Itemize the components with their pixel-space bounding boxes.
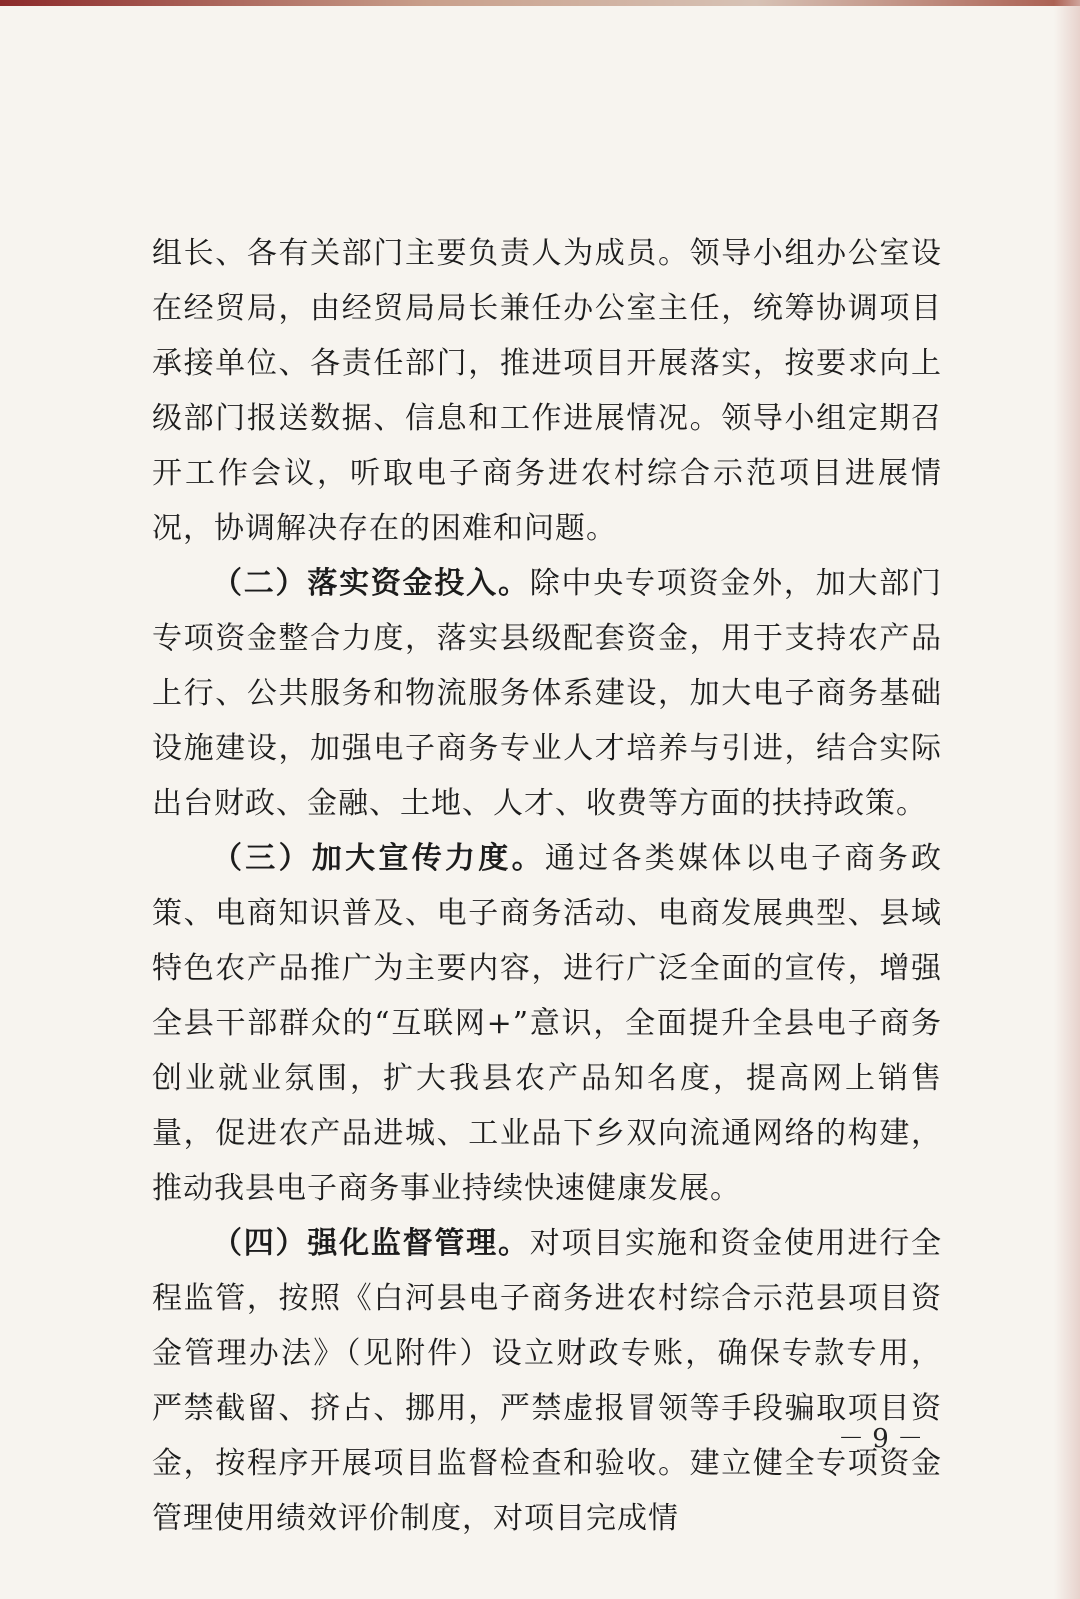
- paragraph-text: 对项目实施和资金使用进行全程监管，按照《白河县电子商务进农村综合示范县项目资金管理办法》（见附件）设立财政专账，确保专款专用，严禁截留、挤占、挪用，严禁虚报冒领等手段骗取项目资金，按程序开展项目监督检查和验收。建立健全专项资金管理使用绩效评价制度，对项目完成情: [152, 1226, 943, 1536]
- section-heading-publicity: （三）加大宣传力度。: [212, 841, 545, 876]
- paragraph-text: 组长、各有关部门主要负责人为成员。领导小组办公室设在经贸局，由经贸局局长兼任办公室主任，统筹协调项目承接单位、各责任部门，推进项目开展落实，按要求向上级部门报送数据、信息和工作进展情况。领导小组定期召开工作会议，听取电子商务进农村综合示范项目进展情况，协调解决存在的困难和问题。: [152, 236, 942, 546]
- paragraph-funding: [152, 556, 942, 831]
- section-heading-funding: （二）落实资金投入。: [212, 566, 530, 601]
- paragraph-supervision: [152, 1216, 942, 1546]
- paragraph-continuation: [152, 226, 942, 556]
- paragraph-text: 除中央专项资金外，加大部门专项资金整合力度，落实县级配套资金，用于支持农产品上行、公共服务和物流服务体系建设，加大电子商务基础设施建设，加强电子商务专业人才培养与引进，结合实际出台财政、金融、土地、人才、收费等方面的扶持政策。: [152, 566, 943, 821]
- section-heading-supervision: （四）强化监督管理。: [212, 1226, 530, 1261]
- document-body: [152, 226, 942, 1546]
- paragraph-publicity: [152, 831, 942, 1216]
- paragraph-text: 通过各类媒体以电子商务政策、电商知识普及、电子商务活动、电商发展典型、县域特色农产品推广为主要内容，进行广泛全面的宣传，增强全县干部群众的“互联网+”意识，全面提升全县电子商务创业就业氛围，扩大我县农产品知名度，提高网上销售量，促进农产品进城、工业品下乡双向流通网络的构建，推动我县电子商务事业持续快速健康发展。: [152, 841, 943, 1206]
- page-number: － 9 －: [838, 1424, 924, 1454]
- scan-top-edge: [0, 0, 1080, 6]
- scan-right-edge: [1054, 0, 1080, 1599]
